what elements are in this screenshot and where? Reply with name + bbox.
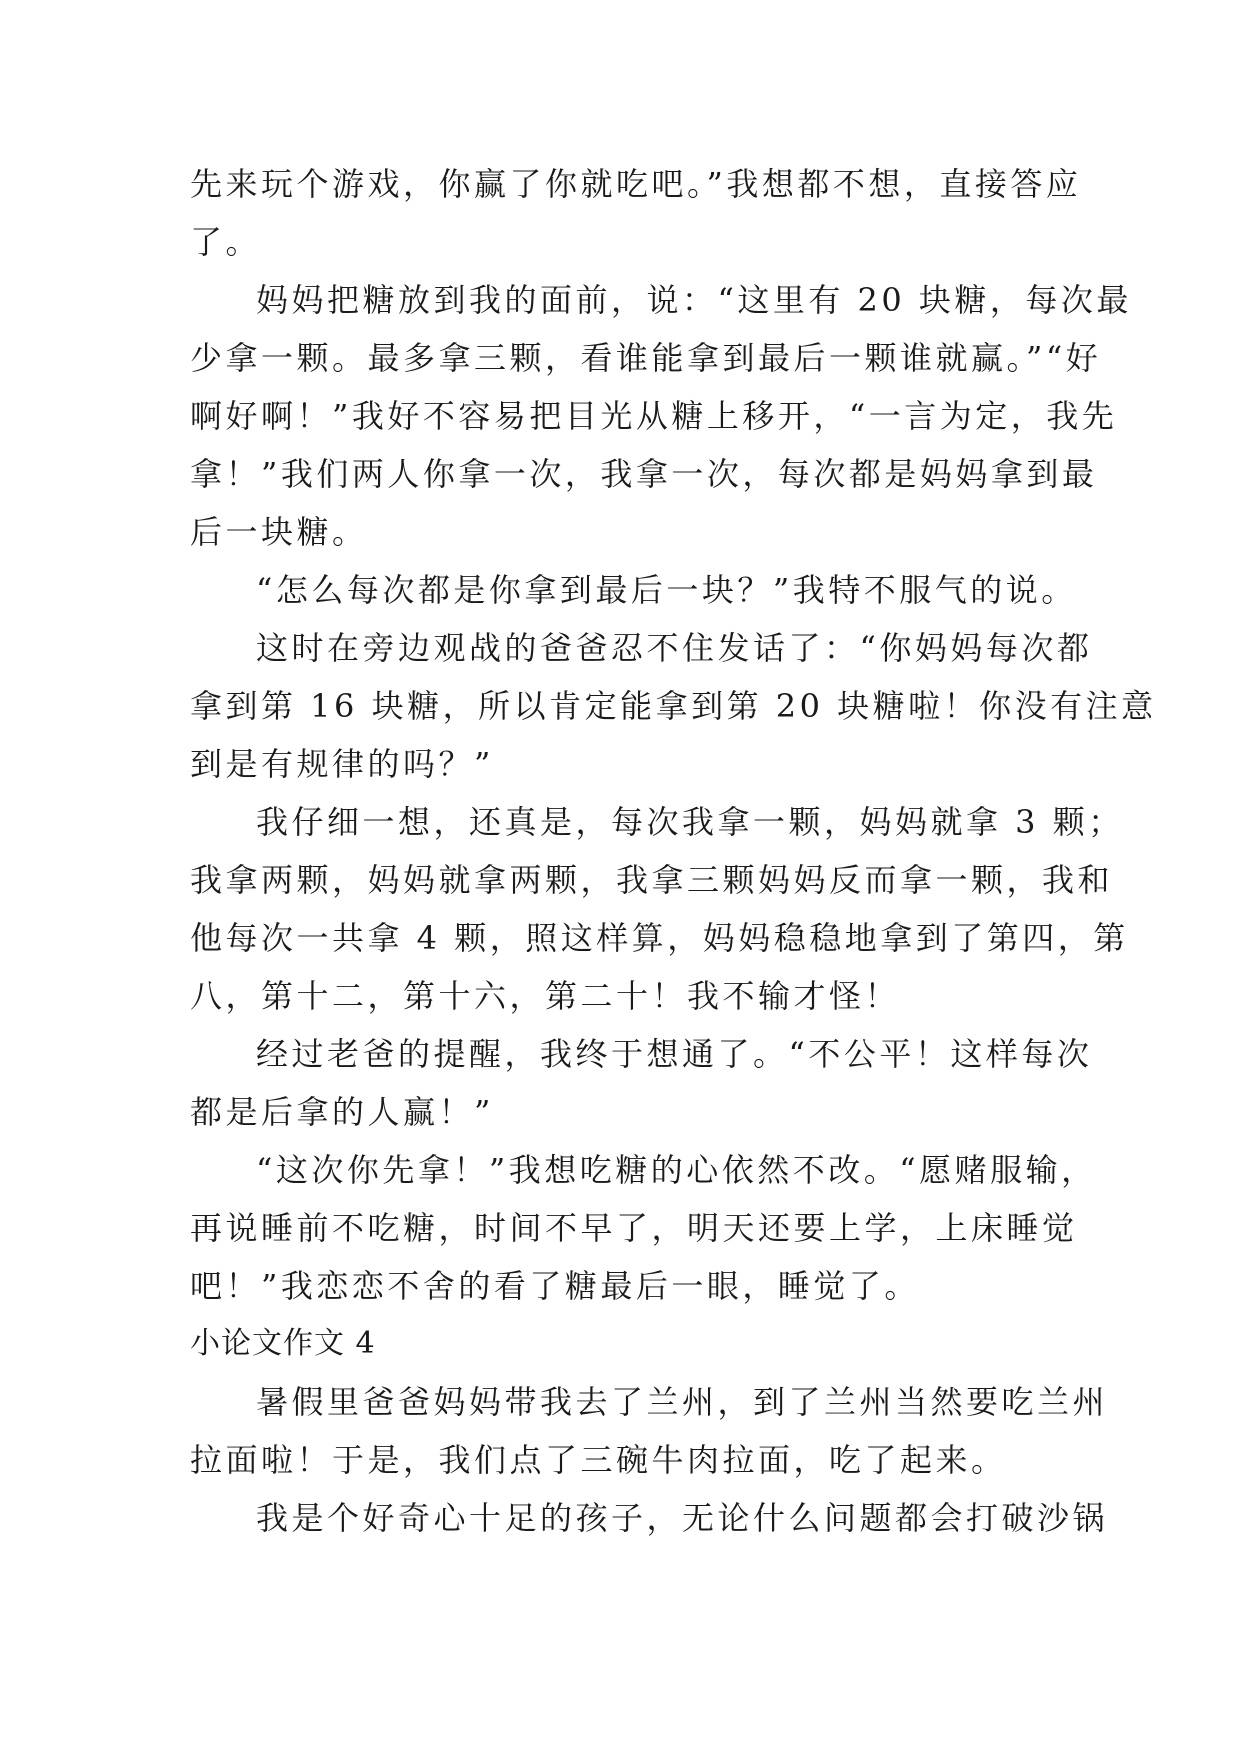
text-line: 拉面啦！于是，我们点了三碗牛肉拉面，吃了起来。 [190, 1441, 1007, 1479]
text-line: “怎么每次都是你拿到最后一块？”我特不服气的说。 [256, 571, 1077, 609]
text-line: 都是后拿的人赢！” [190, 1093, 494, 1131]
text-line: 啊好啊！”我好不容易把目光从糖上移开，“一言为定，我先 [190, 397, 1118, 435]
text-line: 再说睡前不吃糖，时间不早了，明天还要上学，上床睡觉 [190, 1209, 1078, 1247]
text-line: 他每次一共拿 4 颗，照这样算，妈妈稳稳地拿到了第四，第 [190, 919, 1129, 957]
text-line: 我是个好奇心十足的孩子，无论什么问题都会打破沙锅 [256, 1499, 1109, 1537]
text-line: 后一块糖。 [190, 513, 368, 551]
text-line: 少拿一颗。最多拿三颗，看谁能拿到最后一颗谁就赢。”“好 [190, 339, 1102, 377]
text-line: 我仔细一想，还真是，每次我拿一颗，妈妈就拿 3 颗； [256, 803, 1124, 841]
text-line: 暑假里爸爸妈妈带我去了兰州，到了兰州当然要吃兰州 [256, 1383, 1109, 1421]
text-line: 到是有规律的吗？” [190, 745, 494, 783]
text-line: “这次你先拿！”我想吃糖的心依然不改。“愿赌服输， [256, 1151, 1097, 1189]
text-line: 经过老爸的提醒，我终于想通了。“不公平！这样每次 [256, 1035, 1093, 1073]
text-line: 了。 [190, 223, 262, 261]
section-heading: 小论文作文 4 [190, 1326, 376, 1361]
text-line: 八，第十二，第十六，第二十！我不输才怪！ [190, 977, 901, 1015]
document-page [190, 155, 1157, 1547]
text-line: 这时在旁边观战的爸爸忍不住发话了：“你妈妈每次都 [256, 629, 1093, 667]
text-line: 拿！”我们两人你拿一次，我拿一次，每次都是妈妈拿到最 [190, 455, 1098, 493]
text-line: 我拿两颗，妈妈就拿两颗，我拿三颗妈妈反而拿一颗，我和 [190, 861, 1114, 899]
text-line: 吧！”我恋恋不舍的看了糖最后一眼，睡觉了。 [190, 1267, 920, 1305]
text-line: 拿到第 16 块糖，所以肯定能拿到第 20 块糖啦！你没有注意 [190, 687, 1157, 725]
text-line: 先来玩个游戏，你赢了你就吃吧。”我想都不想，直接答应 [190, 165, 1082, 203]
text-line: 妈妈把糖放到我的面前，说：“这里有 20 块糖，每次最 [256, 281, 1132, 319]
